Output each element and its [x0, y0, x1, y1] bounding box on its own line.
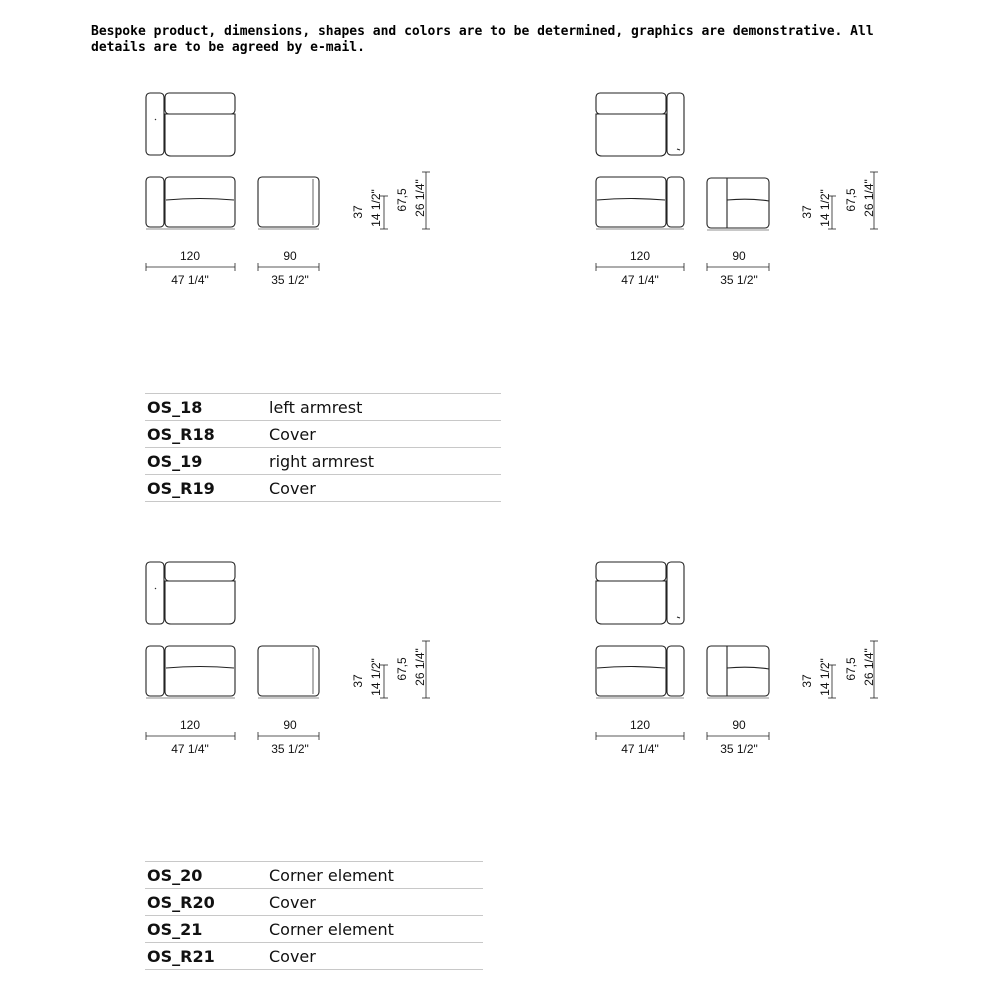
- seat-height-in-label: 14 1/2": [818, 658, 832, 696]
- table-row: [145, 916, 483, 943]
- table-row: [145, 394, 501, 421]
- table-row: [145, 421, 501, 448]
- width-cm-label: 120: [179, 249, 201, 263]
- product-code: OS_19: [145, 448, 269, 475]
- depth-cm-label: 90: [283, 249, 297, 263]
- total-height-in-label: 26 1/4": [862, 179, 876, 217]
- width-cm-label: 120: [629, 249, 651, 263]
- product-code: OS_21: [145, 916, 269, 943]
- product-code: OS_R20: [145, 889, 269, 916]
- depth-cm-label: 90: [732, 249, 746, 263]
- code-table-armrests: [145, 393, 501, 502]
- product-code: OS_20: [145, 862, 269, 889]
- drawing-left-armrest: [146, 93, 430, 287]
- drawing-right-armrest: [596, 93, 878, 287]
- product-description: right armrest: [269, 448, 501, 475]
- depth-in-label: 35 1/2": [720, 742, 758, 756]
- total-height-cm-label: 67,5: [395, 657, 409, 681]
- front-view: [596, 646, 684, 698]
- width-cm-label: 120: [179, 718, 201, 732]
- front-view: [146, 646, 235, 698]
- front-view: [596, 177, 684, 229]
- side-view: [707, 178, 769, 230]
- product-code: OS_R21: [145, 943, 269, 970]
- side-view: [258, 177, 319, 229]
- total-height-in-label: 26 1/4": [413, 648, 427, 686]
- seat-height-in-label: 14 1/2": [369, 189, 383, 227]
- plan-view: [596, 93, 684, 156]
- side-view: [258, 646, 319, 698]
- seat-height-cm-label: 37: [800, 205, 814, 219]
- depth-in-label: 35 1/2": [720, 273, 758, 287]
- drawing-left-corner: [146, 562, 430, 756]
- depth-cm-label: 90: [283, 718, 297, 732]
- plan-view: [596, 562, 684, 624]
- width-in-label: 47 1/4": [171, 273, 209, 287]
- side-view: [707, 646, 769, 698]
- total-height-cm-label: 67,5: [844, 188, 858, 212]
- width-in-label: 47 1/4": [621, 742, 659, 756]
- width-in-label: 47 1/4": [171, 742, 209, 756]
- product-code: OS_R18: [145, 421, 269, 448]
- product-description: Corner element: [269, 916, 483, 943]
- product-description: Cover: [269, 475, 501, 502]
- width-cm-label: 120: [629, 718, 651, 732]
- depth-cm-label: 90: [732, 718, 746, 732]
- disclaimer-notice: Bespoke product, dimensions, shapes and colors are to be determined, graphics are demonstrative. All details are to be agreed by e-mail.: [91, 24, 874, 55]
- seat-height-cm-label: 37: [351, 674, 365, 688]
- depth-in-label: 35 1/2": [271, 742, 309, 756]
- table-row: [145, 448, 501, 475]
- total-height-in-label: 26 1/4": [862, 648, 876, 686]
- seat-height-in-label: 14 1/2": [369, 658, 383, 696]
- total-height-in-label: 26 1/4": [413, 179, 427, 217]
- code-table-corners: [145, 861, 483, 970]
- plan-view: [146, 562, 235, 624]
- seat-height-cm-label: 37: [800, 674, 814, 688]
- plan-view: [146, 93, 235, 156]
- product-description: left armrest: [269, 394, 501, 421]
- seat-height-in-label: 14 1/2": [818, 189, 832, 227]
- table-row: [145, 862, 483, 889]
- product-description: Cover: [269, 943, 483, 970]
- table-row: [145, 943, 483, 970]
- table-row: [145, 889, 483, 916]
- total-height-cm-label: 67,5: [395, 188, 409, 212]
- depth-in-label: 35 1/2": [271, 273, 309, 287]
- product-description: Cover: [269, 421, 501, 448]
- front-view: [146, 177, 235, 229]
- table-row: [145, 475, 501, 502]
- drawing-right-corner: [596, 562, 878, 756]
- total-height-cm-label: 67,5: [844, 657, 858, 681]
- product-description: Corner element: [269, 862, 483, 889]
- seat-height-cm-label: 37: [351, 205, 365, 219]
- product-description: Cover: [269, 889, 483, 916]
- product-code: OS_18: [145, 394, 269, 421]
- product-code: OS_R19: [145, 475, 269, 502]
- width-in-label: 47 1/4": [621, 273, 659, 287]
